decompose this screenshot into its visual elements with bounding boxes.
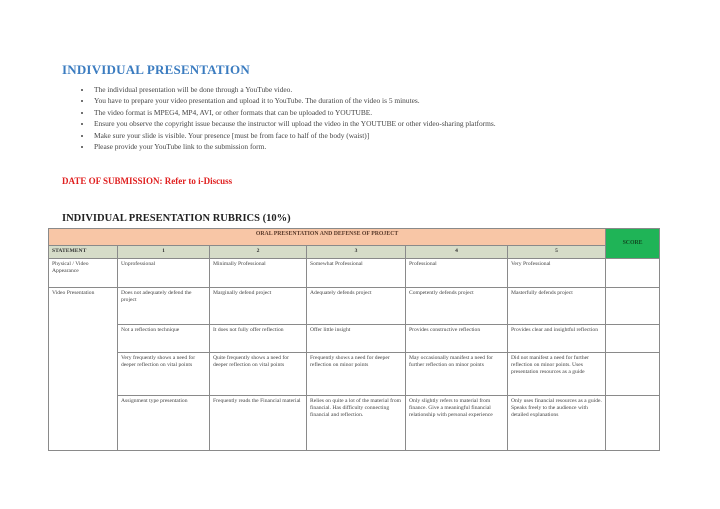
- column-header-4: 4: [406, 246, 508, 259]
- instruction-item: • Ensure you observe the copyright issue because the instructor will upload the video in the YOUTUBE or other video-sharing platforms.: [92, 118, 496, 129]
- statement-cell: Physical / Video Appearance: [49, 259, 118, 288]
- criteria-cell: Very frequently shows a need for deeper reflection on vital points: [118, 353, 210, 396]
- statement-cell: Video Presentation: [49, 288, 118, 451]
- criteria-cell: Somewhat Professional: [307, 259, 406, 288]
- instruction-item: • The individual presentation will be done through a YouTube video.: [92, 84, 496, 95]
- criteria-cell: Relies on quite a lot of the material from financial. Has difficulty connecting financial and reflection.: [307, 396, 406, 451]
- score-cell[interactable]: [606, 353, 660, 396]
- column-header-statement: STATEMENT: [49, 246, 118, 259]
- criteria-cell: Only slightly refers to material from finance. Give a meaningful financial relationship with personal experience: [406, 396, 508, 451]
- score-cell[interactable]: [606, 325, 660, 353]
- criteria-cell: Does not adequately defend the project: [118, 288, 210, 325]
- criteria-cell: May occasionally manifest a need for further reflection on minor points: [406, 353, 508, 396]
- rubric-title: INDIVIDUAL PRESENTATION RUBRICS (10%): [62, 213, 291, 224]
- column-header-3: 3: [307, 246, 406, 259]
- criteria-cell: Assignment type presentation: [118, 396, 210, 451]
- table-row: [49, 396, 660, 451]
- column-header-1: 1: [118, 246, 210, 259]
- criteria-cell: Competently defends project: [406, 288, 508, 325]
- score-cell[interactable]: [606, 288, 660, 325]
- criteria-cell: Quite frequently shows a need for deeper reflection on vital points: [210, 353, 307, 396]
- criteria-cell: Not a reflection technique: [118, 325, 210, 353]
- instruction-item: • Make sure your slide is visible. Your presence [must be from face to half of the body (waist)]: [92, 130, 496, 141]
- rubric-table: [48, 228, 660, 451]
- column-header-row: [49, 246, 660, 259]
- criteria-cell: Unprofessional: [118, 259, 210, 288]
- criteria-cell: Did not manifest a need for further reflection on minor points. Uses presentation resources as a guide: [508, 353, 606, 396]
- criteria-cell: Very Professional: [508, 259, 606, 288]
- criteria-cell: Adequately defends project: [307, 288, 406, 325]
- criteria-cell: Provides constructive reflection: [406, 325, 508, 353]
- criteria-cell: Masterfully defends project: [508, 288, 606, 325]
- criteria-cell: Frequently reads the Financial material: [210, 396, 307, 451]
- criteria-cell: Minimally Professional: [210, 259, 307, 288]
- score-cell[interactable]: [606, 396, 660, 451]
- table-row: [49, 353, 660, 396]
- submission-date: DATE OF SUBMISSION: Refer to i-Discuss: [62, 176, 233, 186]
- column-header-2: 2: [210, 246, 307, 259]
- criteria-cell: Provides clear and insightful reflection: [508, 325, 606, 353]
- criteria-cell: It does not fully offer reflection: [210, 325, 307, 353]
- instruction-item: • Please provide your YouTube link to the submission form.: [92, 141, 496, 152]
- score-header: SCORE: [606, 229, 660, 259]
- criteria-cell: Only uses financial resources as a guide. Speaks freely to the audience with detailed explanations: [508, 396, 606, 451]
- table-row: [49, 259, 660, 288]
- criteria-cell: Offer little insight: [307, 325, 406, 353]
- instruction-item: • The video format is MPEG4, MP4, AVI, or other formats that can be uploaded to YOUTUBE.: [92, 107, 496, 118]
- table-row: [49, 325, 660, 353]
- table-row: [49, 288, 660, 325]
- instruction-item: • You have to prepare your video presentation and upload it to YouTube. The duration of the video is 5 minutes.: [92, 95, 496, 106]
- criteria-cell: Professional: [406, 259, 508, 288]
- column-header-5: 5: [508, 246, 606, 259]
- page-title: INDIVIDUAL PRESENTATION: [62, 62, 250, 77]
- instructions-list: [78, 84, 496, 152]
- criteria-cell: Marginally defend project: [210, 288, 307, 325]
- score-cell[interactable]: [606, 259, 660, 288]
- group-header: ORAL PRESENTATION AND DEFENSE OF PROJECT: [49, 229, 606, 246]
- criteria-cell: Frequently shows a need for deeper reflection on minor points: [307, 353, 406, 396]
